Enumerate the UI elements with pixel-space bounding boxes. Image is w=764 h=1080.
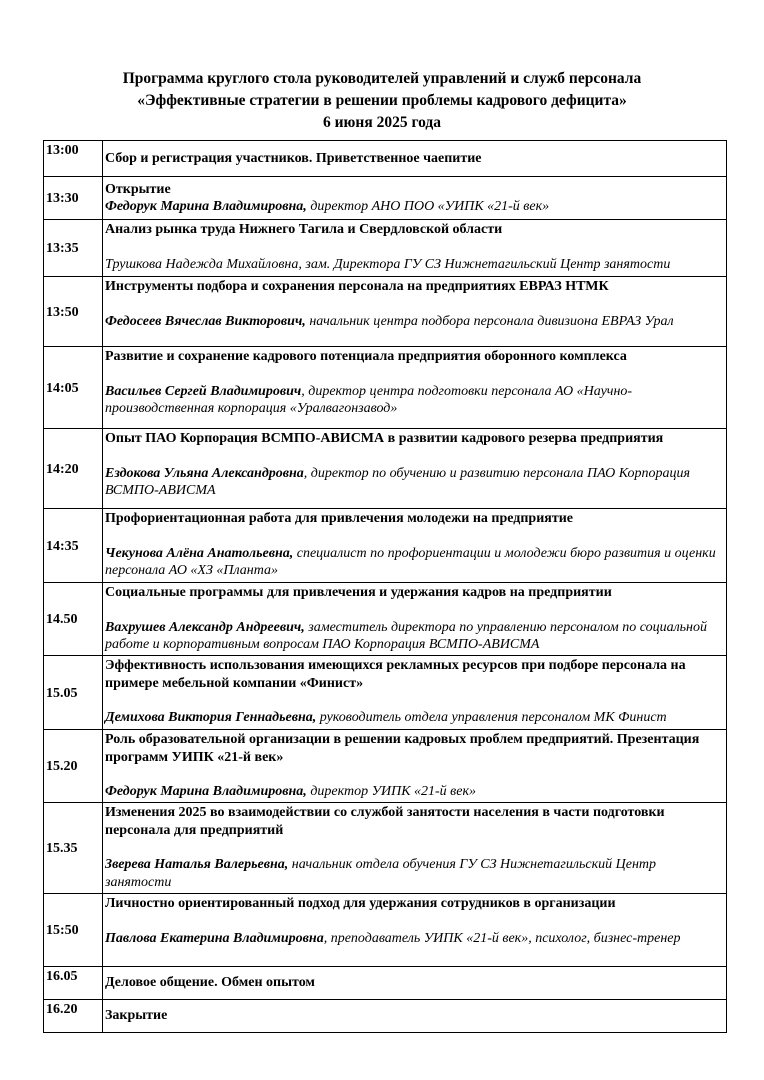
speaker-name: Вахрушев Александр Андреевич, xyxy=(105,619,305,635)
row-content xyxy=(103,1000,727,1033)
speaker-role: начальник центра подбора персонала дивизиона ЕВРАЗ Урал xyxy=(305,313,674,329)
row-content xyxy=(103,429,727,509)
row-time: 14:35 xyxy=(44,509,103,583)
row-topic: Анализ рынка труда Нижнего Тагила и Свердловской области xyxy=(105,222,503,237)
schedule-row xyxy=(44,177,727,220)
schedule-table xyxy=(43,140,727,1033)
schedule-row xyxy=(44,1000,727,1033)
speaker-name: Зверева Наталья Валерьевна, xyxy=(105,857,289,872)
row-content xyxy=(103,967,727,1000)
row-time: 16.05 xyxy=(44,967,103,1000)
row-speaker xyxy=(105,198,725,216)
speaker-role: Трушкова Надежда Михайловна, зам. Директора ГУ СЗ Нижнетагильский Центр занятости xyxy=(105,256,671,272)
title-date: 6 июня 2025 года xyxy=(322,114,441,131)
schedule-row xyxy=(44,429,727,509)
speaker-role: директор УИПК «21-й век» xyxy=(306,784,477,799)
speaker-name: Федорук Марина Владимировна, xyxy=(105,199,307,214)
row-time: 15.35 xyxy=(44,803,103,894)
schedule-row xyxy=(44,583,727,656)
row-content xyxy=(103,220,727,277)
row-speaker xyxy=(105,256,725,274)
row-time: 14:20 xyxy=(44,429,103,509)
row-topic: Личностно ориентированный подход для удержания сотрудников в организации xyxy=(105,896,616,911)
speaker-role: руководитель отдела управления персоналом МК Финист xyxy=(316,710,667,725)
row-content xyxy=(103,177,727,220)
row-topic: Изменения 2025 во взаимодействии со службой занятости населения в части подготовки персонала для предприятий xyxy=(105,805,665,838)
schedule-row xyxy=(44,220,727,277)
row-speaker xyxy=(105,545,725,580)
row-time: 15.20 xyxy=(44,730,103,803)
speaker-role: директор АНО ПОО «УИПК «21-й век» xyxy=(306,199,550,214)
row-speaker xyxy=(105,930,725,948)
row-content xyxy=(103,803,727,894)
row-speaker xyxy=(105,619,725,654)
row-topic: Развитие и сохранение кадрового потенциала предприятия оборонного комплекса xyxy=(105,349,627,364)
row-time: 13:30 xyxy=(44,177,103,220)
schedule-row xyxy=(44,141,727,177)
row-speaker xyxy=(105,709,725,727)
row-topic: Опыт ПАО Корпорация ВСМПО-АВИСМА в развитии кадрового резерва предприятия xyxy=(105,431,664,446)
speaker-name: Чекунова Алёна Анатольевна, xyxy=(105,545,294,561)
row-speaker xyxy=(105,465,725,500)
row-content xyxy=(103,583,727,656)
schedule-row xyxy=(44,277,727,347)
speaker-role: специалист по профориентации и молодежи бюро развития и оценки персонала АО «ХЗ «Планта» xyxy=(105,545,716,578)
speaker-role: заместитель директора по управлению персоналом по социальной работе и корпоративным вопросам ПАО Корпорация ВСМПО-АВИСМА xyxy=(105,619,707,652)
row-speaker xyxy=(105,783,725,801)
speaker-name: Федосеев Вячеслав Викторович, xyxy=(105,313,306,329)
speaker-name: Демихова Виктория Геннадьевна, xyxy=(105,710,317,725)
row-content xyxy=(103,141,727,177)
row-topic: Профориентационная работа для привлечения молодежи на предприятие xyxy=(105,511,574,526)
schedule-row xyxy=(44,730,727,803)
row-time: 14.50 xyxy=(44,583,103,656)
row-content xyxy=(103,277,727,347)
speaker-role: начальник отдела обучения ГУ СЗ Нижнетагильский Центр занятости xyxy=(105,857,657,890)
schedule-row xyxy=(44,656,727,730)
row-time: 15.05 xyxy=(44,656,103,730)
schedule-row xyxy=(44,803,727,894)
row-speaker xyxy=(105,856,725,891)
row-time: 16.20 xyxy=(44,1000,103,1033)
row-topic: Эффективность использования имеющихся рекламных ресурсов при подборе персонала на примере мебельной компании «Финист» xyxy=(105,658,686,691)
row-content xyxy=(103,656,727,730)
row-speaker xyxy=(105,383,725,418)
row-topic: Деловое общение. Обмен опытом xyxy=(105,975,315,991)
title-line-2: «Эффективные стратегии в решении проблемы кадрового дефицита» xyxy=(137,92,627,109)
row-time: 14:05 xyxy=(44,347,103,429)
speaker-name: Ездокова Ульяна Александровна xyxy=(105,465,304,481)
speaker-name: Федорук Марина Владимировна, xyxy=(105,784,307,799)
speaker-role: , преподаватель УИПК «21-й век», психолог, бизнес-тренер xyxy=(323,930,681,946)
speaker-name: Васильев Сергей Владимирович xyxy=(105,383,302,399)
speaker-name: Павлова Екатерина Владимировна xyxy=(105,930,324,946)
title-line-1: Программа круглого стола руководителей управлений и служб персонала xyxy=(122,70,642,87)
row-topic: Сбор и регистрация участников. Приветственное чаепитие xyxy=(105,150,482,166)
row-topic: Инструменты подбора и сохранения персонала на предприятиях ЕВРАЗ НТМК xyxy=(105,279,609,294)
schedule-row xyxy=(44,894,727,967)
row-time: 13:50 xyxy=(44,277,103,347)
schedule-row xyxy=(44,347,727,429)
schedule-row xyxy=(44,967,727,1000)
speaker-role: , директор центра подготовки персонала АО «Научно-производственная корпорация «Уралвагонзавод» xyxy=(105,383,633,416)
row-speaker xyxy=(105,313,725,331)
row-content xyxy=(103,509,727,583)
row-topic: Социальные программы для привлечения и удержания кадров на предприятии xyxy=(105,585,612,600)
row-content xyxy=(103,894,727,967)
row-content xyxy=(103,347,727,429)
program-title xyxy=(40,68,724,134)
speaker-role: , директор по обучению и развитию персонала ПАО Корпорация ВСМПО-АВИСМА xyxy=(105,465,690,498)
row-content xyxy=(103,730,727,803)
row-topic: Роль образовательной организации в решении кадровых проблем предприятий. Презентация программ УИПК «21-й век» xyxy=(105,732,700,765)
row-time: 15:50 xyxy=(44,894,103,967)
row-time: 13:35 xyxy=(44,220,103,277)
row-time: 13:00 xyxy=(44,141,103,177)
row-topic: Открытие xyxy=(105,181,171,197)
row-topic: Закрытие xyxy=(105,1008,168,1024)
schedule-row xyxy=(44,509,727,583)
